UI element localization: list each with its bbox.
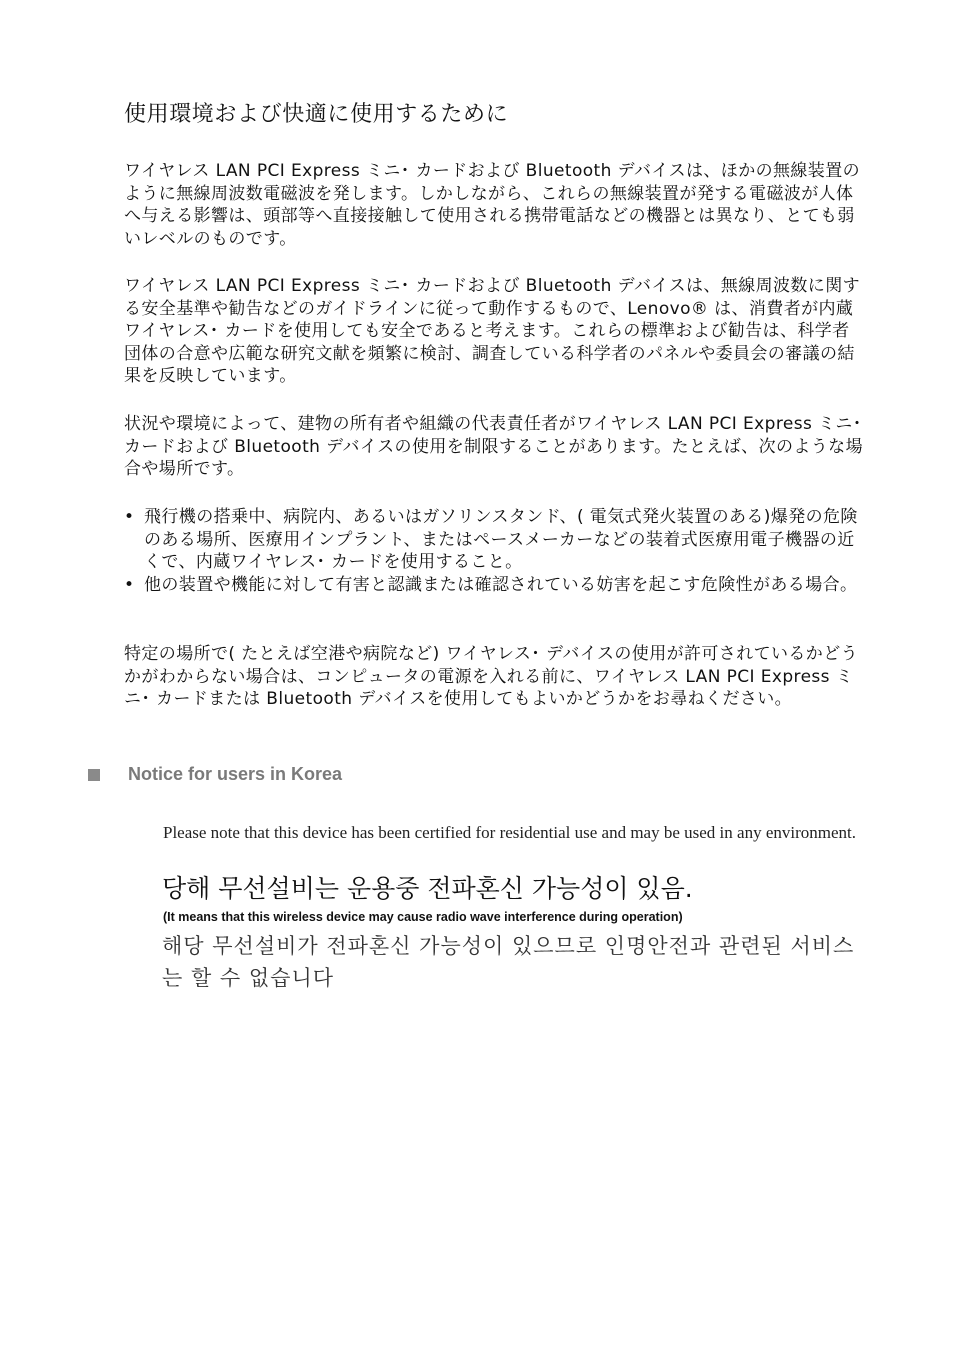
bullet-marker: • [124, 574, 135, 595]
paragraph-usage-restrictions: 状況や環境によって、建物の所有者や組織の代表責任者がワイヤレス LAN PCI Express ミニ･ カードおよび Bluetooth デバイスの使用を制限することがあります。たとえば、次のような場合や場所です。 [124, 414, 863, 480]
paragraph-radio-emission: ワイヤレス LAN PCI Express ミニ･ カードおよび Bluetooth デバイスは、ほかの無線装置のように無線周波数電磁波を発します。しかしながら、これらの無線装置が発する電磁波が人体へ与える影響は、頭部等へ直接接触して使用される携帯電話などの機器とは異なり、とても弱いレベルのものです。 [124, 161, 860, 249]
bullet-marker: • [124, 507, 135, 527]
paragraph-ask-permission: 特定の場所で( たとえば空港や病院など) ワイヤレス･ デバイスの使用が許可されているかどうかがわからない場合は、コンピュータの電源を入れる前に、ワイヤレス LAN PCI Express ミニ･ カードまたは Bluetooth デバイスを使用してもよいかどうかをお尋ねください。 [124, 644, 858, 710]
korea-interference-statement: 당해 무선설비는 운용중 전파혼신 가능성이 있음. [162, 874, 693, 903]
list-item [124, 506, 864, 574]
list-item-text: 飛行機の搭乗中、病院内、あるいはガソリンスタンド、( 電気式発火装置のある)爆発の危険のある場所、医療用インプラント、またはペースメーカーなどの装着式医療用電子機器の近くで、内蔵ワイヤレス･ カードを使用すること。 [144, 507, 858, 573]
list-item [124, 574, 864, 597]
section-title: 使用環境および快適に使用するために [124, 102, 509, 127]
korea-interference-translation: (It means that this wireless device may cause radio wave interference during operation) [163, 910, 683, 924]
korea-english-text: Please note that this device has been certified for residential use and may be used in any environment. [163, 823, 856, 842]
restriction-list [124, 506, 864, 596]
list-item-text: 他の装置や機能に対して有害と認識または確認されている妨害を起こす危険性がある場合。 [144, 574, 858, 595]
paragraph-safety-standards: ワイヤレス LAN PCI Express ミニ･ カードおよび Bluetooth デバイスは、無線周波数に関する安全基準や勧告などのガイドラインに従って動作するもので、Lenovo® は、消費者が内蔵ワイヤレス･ カードを使用しても安全であると考えます。これらの標準および勧告は、科学者団体の合意や広範な研究文献を頻繁に検討、調査している科学者のパネルや委員会の審議の結果を反映しています。 [124, 276, 860, 387]
korea-notice-heading [88, 764, 342, 785]
korea-notice-title: Notice for users in Korea [128, 764, 343, 784]
korea-safety-text: 해당 무선설비가 전파혼신 가능성이 있으므로 인명안전과 관련된 서비스는 할 수 없습니다 [162, 934, 855, 990]
square-bullet-icon [88, 769, 100, 781]
